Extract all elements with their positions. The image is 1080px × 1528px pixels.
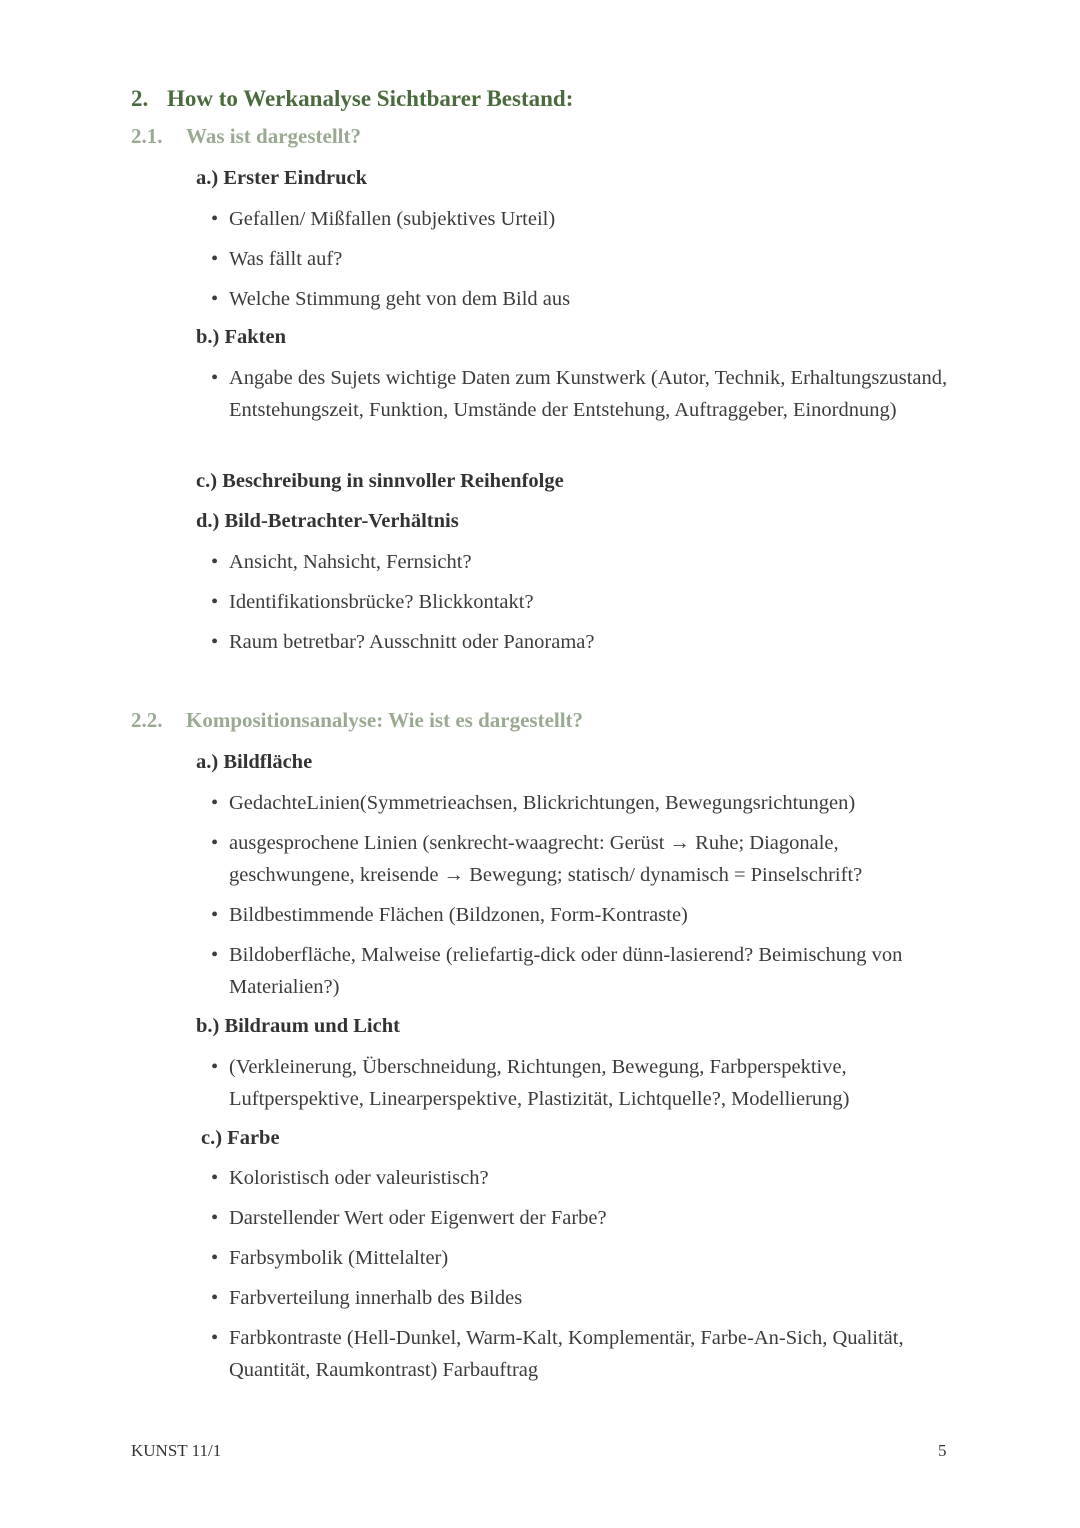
subheading-bildraum-licht: b.) Bildraum und Licht bbox=[196, 1015, 400, 1037]
page-number: 5 bbox=[938, 1441, 947, 1460]
subheading-erster-eindruck: a.) Erster Eindruck bbox=[196, 167, 368, 189]
section-title: How to Werkanalyse Sichtbarer Bestand: bbox=[167, 86, 574, 111]
list-item: • GedachteLinien(Symmetrieachsen, Blickrichtungen, Bewegungsrichtungen) bbox=[211, 792, 856, 814]
list-item: • Was fällt auf? bbox=[211, 248, 343, 270]
list-item: • Farbsymbolik (Mittelalter) bbox=[211, 1247, 449, 1269]
list-item: • Gefallen/ Mißfallen (subjektives Urteil) bbox=[211, 208, 556, 230]
subsection-title: Was ist dargestellt? bbox=[186, 124, 361, 148]
subsection-heading-2-2 bbox=[131, 708, 583, 733]
list-item: • ausgesprochene Linien (senkrecht-waagrecht: Gerüst → Ruhe; Diagonale, geschwungene, kreisende → Bewegung; statisch/ dynamisch = Pinselschrift? bbox=[211, 832, 863, 886]
list-item: • Koloristisch oder valeuristisch? bbox=[211, 1167, 489, 1189]
list-item: • Identifikationsbrücke? Blickkontakt? bbox=[211, 591, 534, 613]
subheading-beschreibung: c.) Beschreibung in sinnvoller Reihenfolge bbox=[196, 470, 564, 492]
list-item: • Farbverteilung innerhalb des Bildes bbox=[211, 1287, 523, 1309]
subsection-title: Kompositionsanalyse: Wie ist es dargestellt? bbox=[186, 708, 584, 732]
list-item: • Raum betretbar? Ausschnitt oder Panorama? bbox=[211, 631, 595, 653]
list-item: • Ansicht, Nahsicht, Fernsicht? bbox=[211, 551, 472, 573]
subheading-bild-betrachter: d.) Bild-Betrachter-Verhältnis bbox=[196, 510, 459, 532]
subheading-farbe: c.) Farbe bbox=[201, 1127, 280, 1149]
list-item: • Angabe des Sujets wichtige Daten zum Kunstwerk (Autor, Technik, Erhaltungszustand, Entstehungszeit, Funktion, Umstände der Entstehung, Auftraggeber, Einordnung) bbox=[211, 367, 948, 421]
subsection-number: 2.2. bbox=[131, 708, 163, 732]
list-item: • Darstellender Wert oder Eigenwert der Farbe? bbox=[211, 1207, 607, 1229]
list-item: • Welche Stimmung geht von dem Bild aus bbox=[211, 288, 571, 310]
list-item: • Bildbestimmende Flächen (Bildzonen, Form-Kontraste) bbox=[211, 904, 688, 926]
list-item: • Farbkontraste (Hell-Dunkel, Warm-Kalt, Komplementär, Farbe-An-Sich, Qualität, Quantität, Raumkontrast) Farbauftrag bbox=[211, 1327, 904, 1381]
list-item: • (Verkleinerung, Überschneidung, Richtungen, Bewegung, Farbperspektive, Luftperspektive, Linearperspektive, Plastizität, Lichtquelle?, Modellierung) bbox=[211, 1056, 850, 1110]
subsection-heading-2-1 bbox=[131, 124, 361, 149]
subheading-bildflaeche: a.) Bildfläche bbox=[196, 751, 313, 773]
list-item: • Bildoberfläche, Malweise (reliefartig-dick oder dünn-lasierend? Beimischung von Materialien?) bbox=[211, 944, 903, 998]
footer-course: KUNST 11/1 bbox=[131, 1441, 222, 1460]
subsection-number: 2.1. bbox=[131, 124, 163, 148]
section-heading bbox=[131, 86, 573, 112]
subheading-fakten: b.) Fakten bbox=[196, 326, 286, 348]
section-number: 2. bbox=[131, 86, 149, 111]
